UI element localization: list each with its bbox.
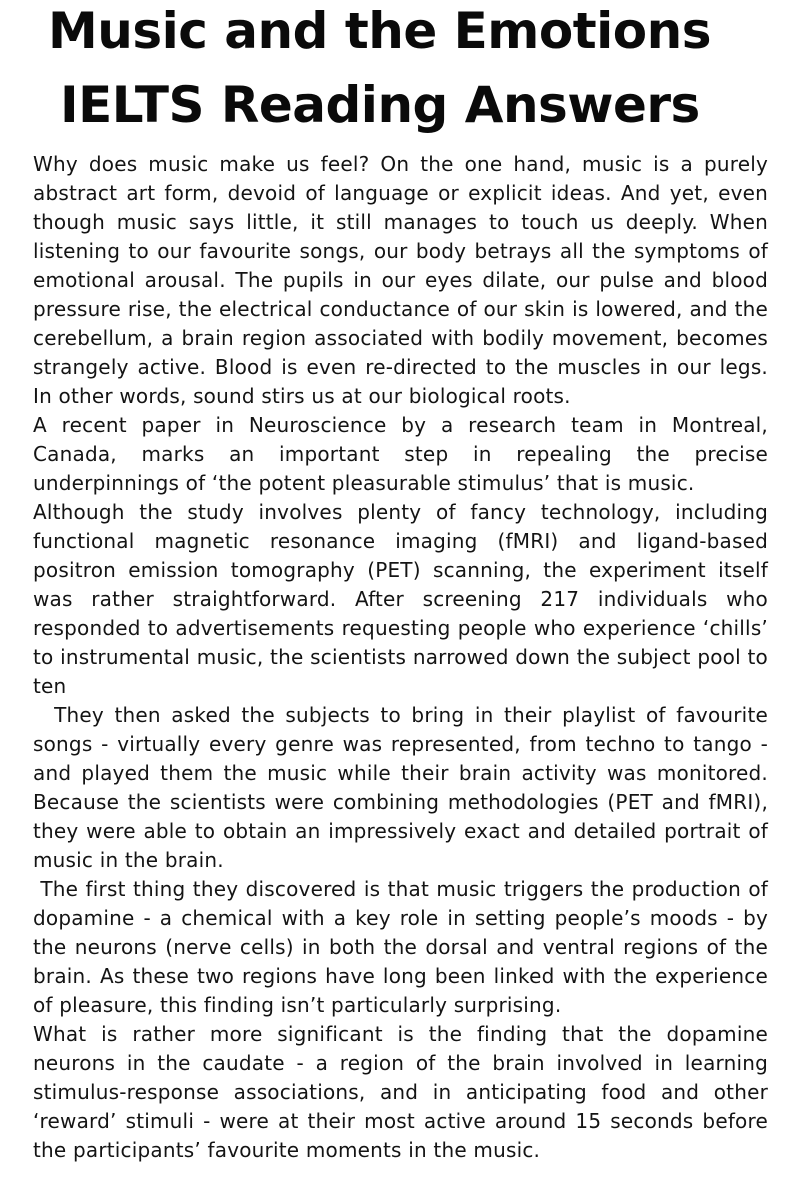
paragraph-5: The first thing they discovered is that music triggers the production of dopamine - a chemical with a key role in setting people’s moods - by the neurons (nerve cells) in both the dorsal and ventral regions of the brain. As these two regions have long been linked with the experience of pleasure, this finding isn’t particularly surprising. [33,877,775,1017]
paragraph-1: Why does music make us feel? On the one hand, music is a purely abstract art form, devoid of language or explicit ideas. And yet, even though music says little, it still manages to touch us deeply. When listening to our favourite songs, our body betrays all the symptoms of emotional arousal. The pupils in our eyes dilate, our pulse and blood pressure rise, the electrical conductance of our skin is lowered, and the cerebellum, a brain region associated with bodily movement, becomes strangely active. Blood is even re-directed to the muscles in our legs. In other words, sound stirs us at our biological roots. [33,152,775,408]
title-line-1: Music and the Emotions [48,2,711,60]
paragraph-6: What is rather more significant is the finding that the dopamine neurons in the caudate - a region of the brain involved in learning stimulus-response associations, and in anticipating food and other ‘reward’ stimuli - were at their most active around 15 seconds before the participants’ favourite moments in the music. [33,1022,775,1162]
title-line-2: IELTS Reading Answers [60,76,700,134]
paragraph-2: A recent paper in Neuroscience by a research team in Montreal, Canada, marks an important step in repealing the precise underpinnings of ‘the potent pleasurable stimulus’ that is music. [33,413,775,495]
paragraph-3: Although the study involves plenty of fancy technology, including functional magnetic resonance imaging (fMRI) and ligand-based positron emission tomography (PET) scanning, the experiment itself was rather straightforward. After screening 217 individuals who responded to advertisements requesting people who experience ‘chills’ to instrumental music, the scientists narrowed down the subject pool to ten [33,500,775,698]
article-body [33,150,775,1165]
paragraph-4: They then asked the subjects to bring in their playlist of favourite songs - virtually every genre was represented, from techno to tango - and played them the music while their brain activity was monitored. Because the scientists were combining methodologies (PET and fMRI), they were able to obtain an impressively exact and detailed portrait of music in the brain. [33,703,775,872]
